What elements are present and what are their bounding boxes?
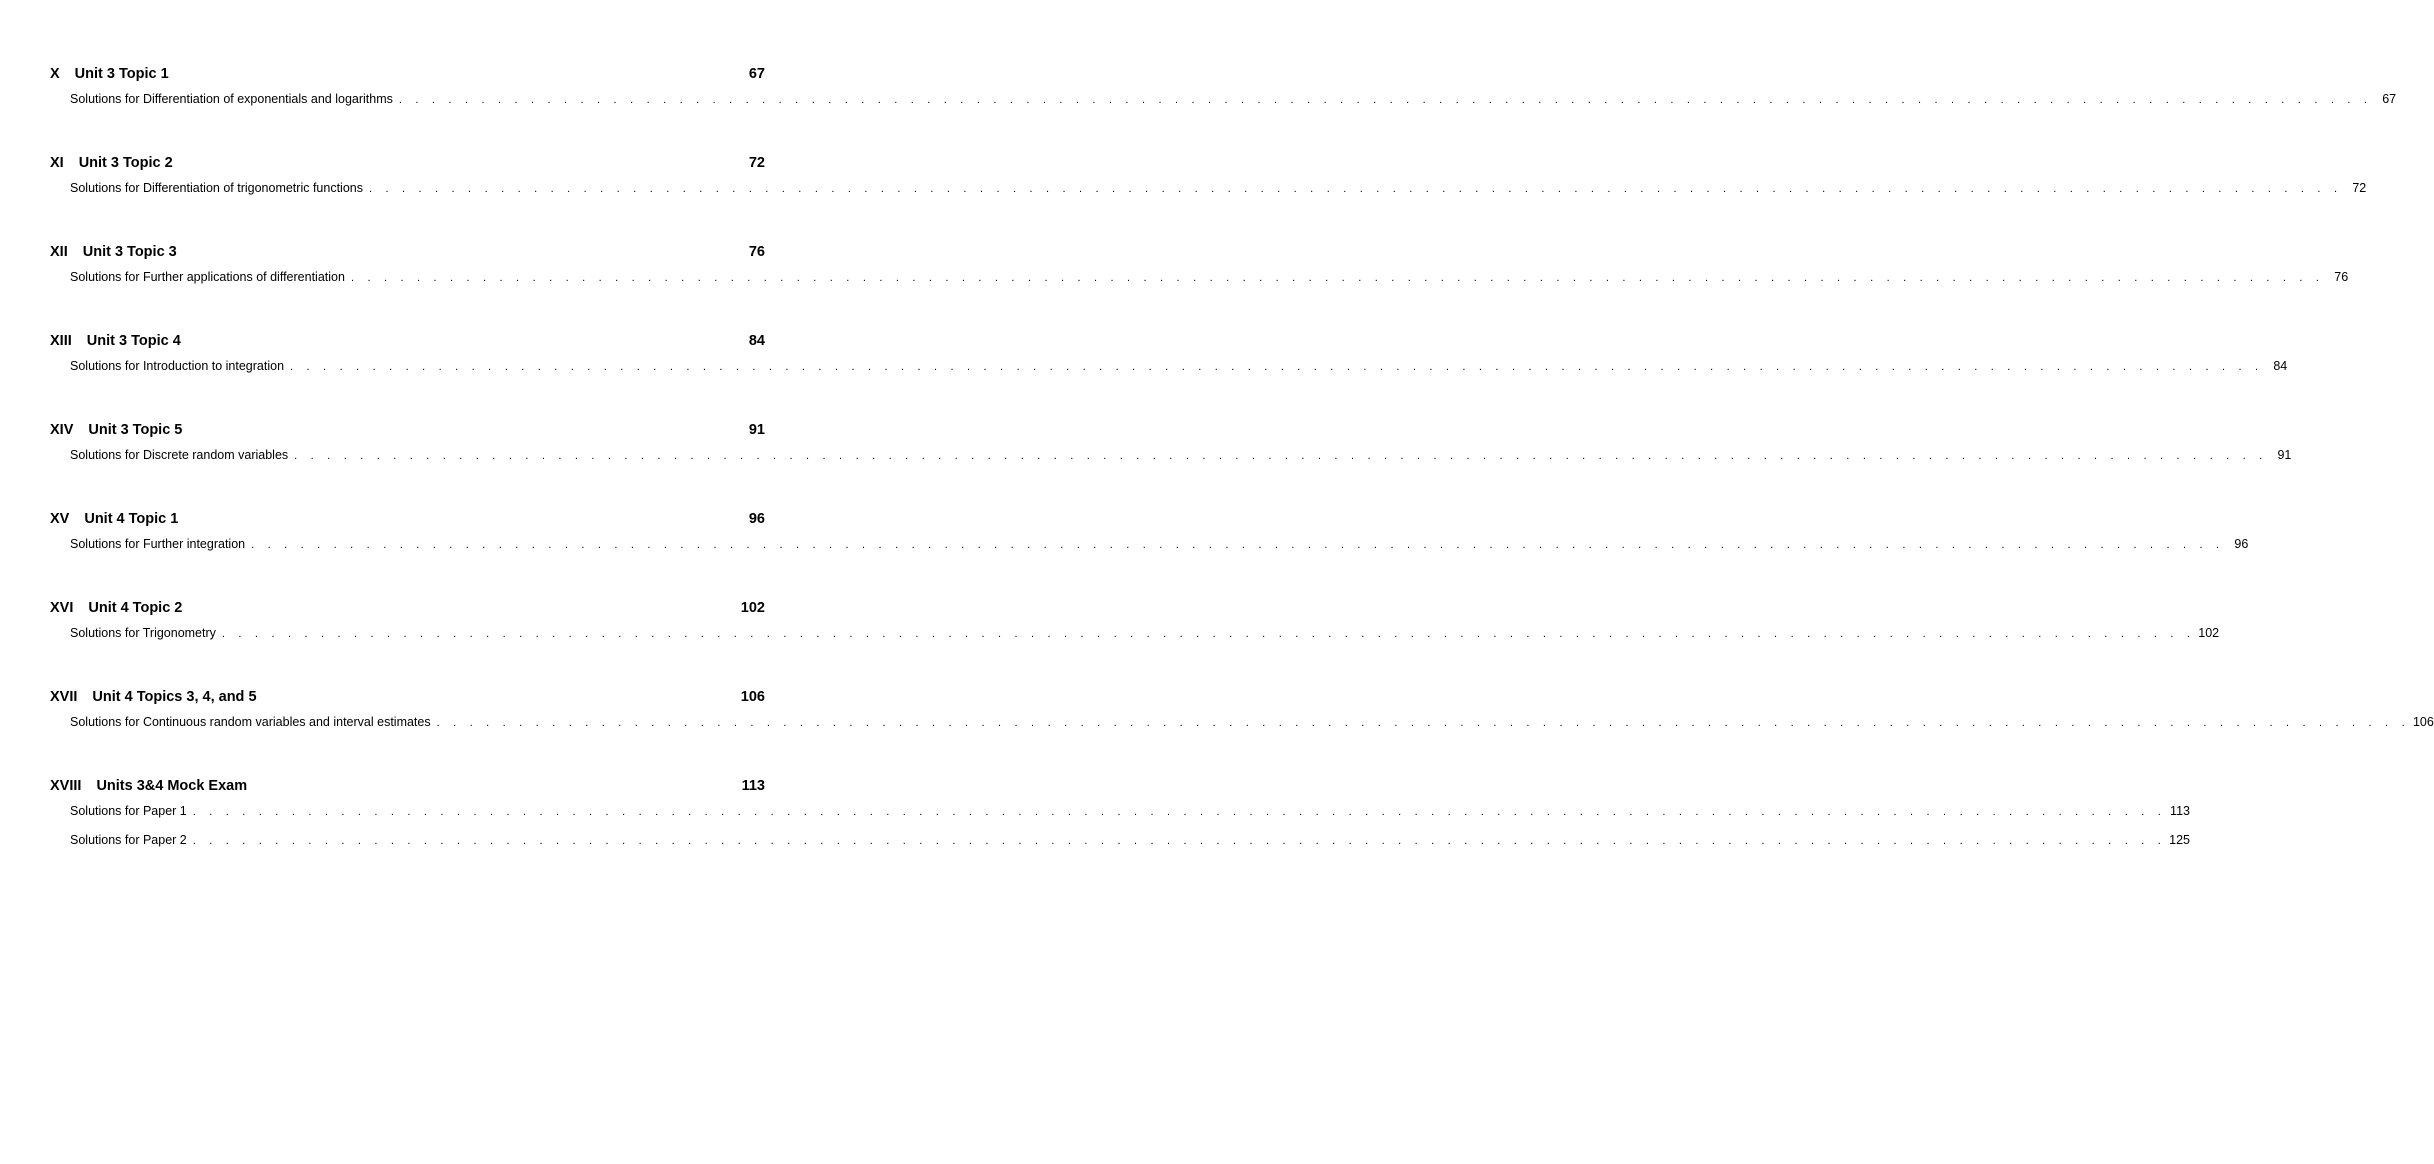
part-number: XI bbox=[50, 155, 64, 171]
part-page-number: 72 bbox=[748, 155, 765, 171]
toc-entry[interactable] bbox=[50, 833, 2190, 862]
part-heading[interactable] bbox=[50, 155, 765, 181]
part-number: XV bbox=[50, 511, 70, 527]
toc-entry[interactable] bbox=[50, 715, 2434, 744]
entry-page-number: 113 bbox=[2170, 804, 2190, 818]
part-heading[interactable] bbox=[50, 333, 765, 359]
part-title: Unit 3 Topic 4 bbox=[86, 333, 181, 349]
entry-title: Solutions for Trigonometry bbox=[70, 626, 216, 640]
toc-entry[interactable] bbox=[50, 448, 2292, 477]
part-number: XIII bbox=[50, 333, 72, 349]
part-heading[interactable] bbox=[50, 689, 765, 715]
toc-part bbox=[50, 244, 2349, 299]
toc-part bbox=[50, 600, 2220, 655]
part-title: Unit 4 Topic 1 bbox=[84, 511, 179, 527]
toc-part bbox=[50, 511, 2249, 566]
part-page-number: 102 bbox=[740, 600, 765, 616]
part-page-number: 67 bbox=[748, 66, 765, 82]
entry-page-number: 84 bbox=[2273, 359, 2288, 373]
entry-page-number: 91 bbox=[2277, 448, 2292, 462]
toc-entry[interactable] bbox=[50, 181, 2367, 210]
part-title: Unit 3 Topic 3 bbox=[82, 244, 177, 260]
part-page-number: 96 bbox=[748, 511, 765, 527]
part-title: Units 3&4 Mock Exam bbox=[96, 778, 248, 794]
entry-page-number: 96 bbox=[2234, 537, 2249, 551]
part-title: Unit 3 Topic 2 bbox=[78, 155, 173, 171]
entry-title: Solutions for Discrete random variables bbox=[70, 448, 289, 462]
toc-entry[interactable] bbox=[50, 626, 2220, 655]
dot-leader: . . . . . . . . . . . . . . . . . . . . . . . . . . . . . . . . . . . . . . . . . . . . . . . . . . . . . . . . . . . . . . . . . . . . . . . . . . . . . . . . . . . . . . . . . . . . . . . . . . . . . . . . . . . . . . . . . . . . . . . . bbox=[398, 94, 2373, 106]
table-of-contents bbox=[50, 66, 2434, 862]
entry-title: Solutions for Further applications of differentiation bbox=[70, 270, 345, 284]
part-number: X bbox=[50, 66, 60, 82]
toc-entry[interactable] bbox=[50, 270, 2349, 299]
entry-title: Solutions for Introduction to integration bbox=[70, 359, 285, 373]
dot-leader: . . . . . . . . . . . . . . . . . . . . . . . . . . . . . . . . . . . . . . . . . . . . . . . . . . . . . . . . . . . . . . . . . . . . . . . . . . . . . . . . . . . . . . . . . . . . . . . . . . . . . . . . . . . . . . . . . . . . . . . . bbox=[251, 539, 2225, 551]
dot-leader: . . . . . . . . . . . . . . . . . . . . . . . . . . . . . . . . . . . . . . . . . . . . . . . . . . . . . . . . . . . . . . . . . . . . . . . . . . . . . . . . . . . . . . . . . . . . . . . . . . . . . . . . . . . . . . . . . . . . . . . . bbox=[294, 450, 2268, 462]
part-page-number: 76 bbox=[748, 244, 765, 260]
part-heading[interactable] bbox=[50, 511, 765, 537]
dot-leader: . . . . . . . . . . . . . . . . . . . . . . . . . . . . . . . . . . . . . . . . . . . . . . . . . . . . . . . . . . . . . . . . . . . . . . . . . . . . . . . . . . . . . . . . . . . . . . . . . . . . . . . . . . . . . . . . . . . . . . . . bbox=[192, 806, 2166, 818]
entry-page-number: 125 bbox=[2169, 833, 2190, 847]
entry-title: Solutions for Differentiation of trigonometric functions bbox=[70, 181, 363, 195]
toc-entry[interactable] bbox=[50, 92, 2397, 121]
entry-title: Solutions for Further integration bbox=[70, 537, 246, 551]
toc-part bbox=[50, 333, 2288, 388]
entry-title: Solutions for Differentiation of exponentials and logarithms bbox=[70, 92, 393, 106]
part-heading[interactable] bbox=[50, 422, 765, 448]
dot-leader: . . . . . . . . . . . . . . . . . . . . . . . . . . . . . . . . . . . . . . . . . . . . . . . . . . . . . . . . . . . . . . . . . . . . . . . . . . . . . . . . . . . . . . . . . . . . . . . . . . . . . . . . . . . . . . . . . . . . . . . . bbox=[192, 835, 2166, 847]
part-title: Unit 3 Topic 1 bbox=[74, 66, 169, 82]
entry-page-number: 72 bbox=[2352, 181, 2367, 195]
dot-leader: . . . . . . . . . . . . . . . . . . . . . . . . . . . . . . . . . . . . . . . . . . . . . . . . . . . . . . . . . . . . . . . . . . . . . . . . . . . . . . . . . . . . . . . . . . . . . . . . . . . . . . . . . . . . . . . . . . . . . . . . bbox=[290, 361, 2264, 373]
part-page-number: 91 bbox=[748, 422, 765, 438]
toc-entry[interactable] bbox=[50, 359, 2288, 388]
part-heading[interactable] bbox=[50, 66, 765, 92]
entry-page-number: 76 bbox=[2334, 270, 2349, 284]
part-title: Unit 4 Topics 3, 4, and 5 bbox=[92, 689, 257, 705]
part-heading[interactable] bbox=[50, 244, 765, 270]
dot-leader: . . . . . . . . . . . . . . . . . . . . . . . . . . . . . . . . . . . . . . . . . . . . . . . . . . . . . . . . . . . . . . . . . . . . . . . . . . . . . . . . . . . . . . . . . . . . . . . . . . . . . . . . . . . . . . . . . . . . . . . . bbox=[221, 628, 2196, 640]
part-heading[interactable] bbox=[50, 778, 765, 804]
toc-entry[interactable] bbox=[50, 537, 2249, 566]
part-number: XVI bbox=[50, 600, 74, 616]
toc-part bbox=[50, 155, 2367, 210]
dot-leader: . . . . . . . . . . . . . . . . . . . . . . . . . . . . . . . . . . . . . . . . . . . . . . . . . . . . . . . . . . . . . . . . . . . . . . . . . . . . . . . . . . . . . . . . . . . . . . . . . . . . . . . . . . . . . . . . . . . . . . . . bbox=[350, 272, 2325, 284]
toc-part bbox=[50, 66, 2397, 121]
entry-title: Solutions for Continuous random variables and interval estimates bbox=[70, 715, 431, 729]
entry-title: Solutions for Paper 1 bbox=[70, 804, 187, 818]
entry-page-number: 102 bbox=[2198, 626, 2220, 640]
part-title: Unit 4 Topic 2 bbox=[88, 600, 183, 616]
entry-page-number: 67 bbox=[2382, 92, 2397, 106]
part-page-number: 106 bbox=[740, 689, 765, 705]
part-number: XIV bbox=[50, 422, 74, 438]
entry-page-number: 106 bbox=[2412, 715, 2434, 729]
part-page-number: 113 bbox=[741, 778, 765, 794]
part-page-number: 84 bbox=[748, 333, 765, 349]
toc-entry[interactable] bbox=[50, 804, 2190, 833]
toc-part bbox=[50, 689, 2434, 744]
part-title: Unit 3 Topic 5 bbox=[88, 422, 183, 438]
dot-leader: . . . . . . . . . . . . . . . . . . . . . . . . . . . . . . . . . . . . . . . . . . . . . . . . . . . . . . . . . . . . . . . . . . . . . . . . . . . . . . . . . . . . . . . . . . . . . . . . . . . . . . . . . . . . . . . . . . . . . . . . bbox=[436, 717, 2410, 729]
toc-part bbox=[50, 778, 2190, 862]
part-number: XII bbox=[50, 244, 68, 260]
entry-title: Solutions for Paper 2 bbox=[70, 833, 187, 847]
dot-leader: . . . . . . . . . . . . . . . . . . . . . . . . . . . . . . . . . . . . . . . . . . . . . . . . . . . . . . . . . . . . . . . . . . . . . . . . . . . . . . . . . . . . . . . . . . . . . . . . . . . . . . . . . . . . . . . . . . . . . . . . bbox=[368, 183, 2343, 195]
part-number: XVIII bbox=[50, 778, 82, 794]
part-number: XVII bbox=[50, 689, 78, 705]
toc-part bbox=[50, 422, 2292, 477]
part-heading[interactable] bbox=[50, 600, 765, 626]
